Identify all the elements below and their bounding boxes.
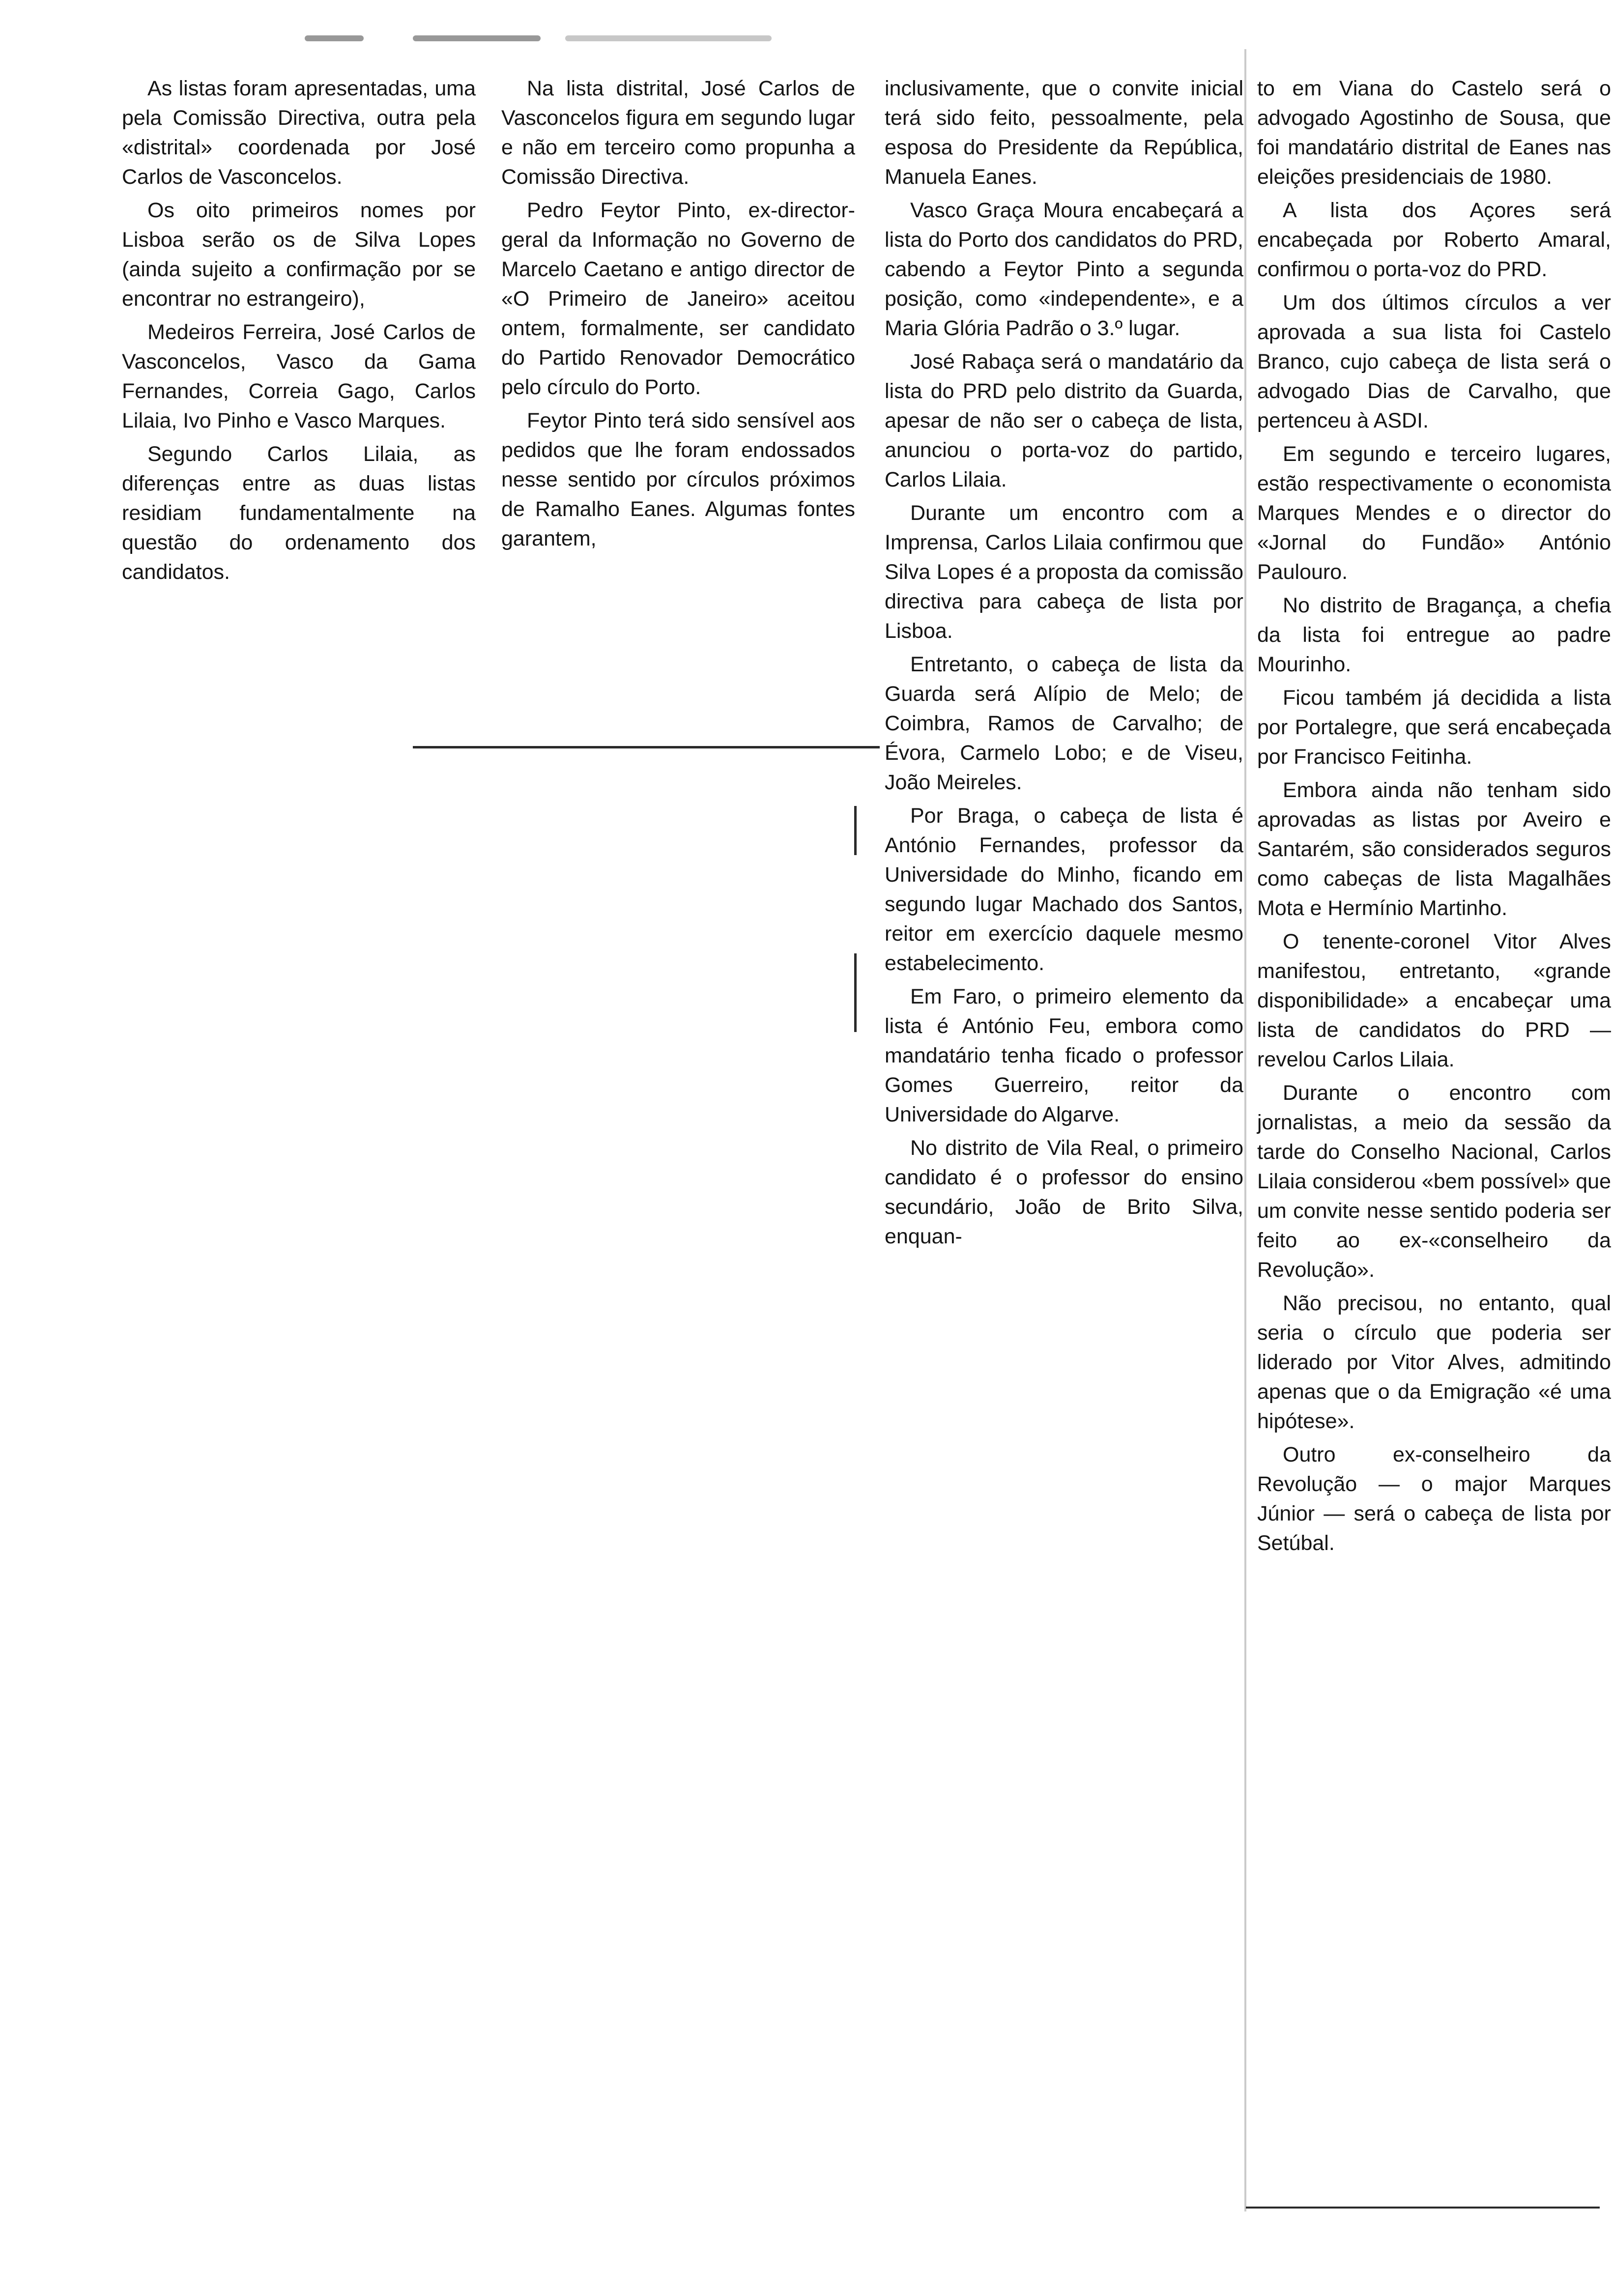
scan-artifact-top bbox=[565, 35, 772, 41]
article-column-4 bbox=[1257, 74, 1611, 1558]
article-column-3 bbox=[885, 74, 1243, 1251]
scan-artifact-top bbox=[413, 35, 541, 41]
paragraph: Um dos últimos círculos a ver aprovada a sua lista foi Castelo Branco, cujo cabeça de lista será o advogado Dias de Carvalho, que pertenceu à ASDI. bbox=[1257, 291, 1611, 432]
paragraph: Vasco Graça Moura encabeçará a lista do Porto dos candidatos do PRD, cabendo a Feytor Pinto a segunda posição, como «independente», e a Maria Glória Padrão o 3.º lugar. bbox=[885, 199, 1243, 340]
paragraph: Os oito primeiros nomes por Lisboa serão os de Silva Lopes (ainda sujeito a confirmação por se encontrar no estrangeiro), bbox=[122, 199, 476, 311]
paragraph: Por Braga, o cabeça de lista é António Fernandes, professor da Universidade do Minho, ficando em segundo lugar Machado dos Santos, reitor em exercício daquele mesmo estabelecimento. bbox=[885, 804, 1243, 975]
paragraph: Embora ainda não tenham sido aprovadas as listas por Aveiro e Santarém, são considerados seguros como cabeças de lista Magalhães Mota e Hermínio Martinho. bbox=[1257, 778, 1611, 920]
article-column-1 bbox=[122, 74, 476, 587]
paragraph: Entretanto, o cabeça de lista da Guarda será Alípio de Melo; de Coimbra, Ramos de Carvalho; de Évora, Carmelo Lobo; e de Viseu, João Meireles. bbox=[885, 653, 1243, 794]
article-column-2 bbox=[501, 74, 855, 553]
paragraph: Em segundo e terceiro lugares, estão respectivamente o economista Marques Mendes e o director do «Jornal do Fundão» António Paulouro. bbox=[1257, 442, 1611, 584]
paragraph: Durante um encontro com a Imprensa, Carlos Lilaia confirmou que Silva Lopes é a proposta da comissão directiva para cabeça de lista por Lisboa. bbox=[885, 501, 1243, 643]
paragraph: Feytor Pinto terá sido sensível aos pedidos que lhe foram endossados nesse sentido por círculos próximos de Ramalho Eanes. Algumas fontes garantem, bbox=[501, 409, 855, 550]
paragraph: As listas foram apresentadas, uma pela Comissão Directiva, outra pela «distrital» coordenada por José Carlos de Vasconcelos. bbox=[122, 77, 476, 189]
paragraph: Durante o encontro com jornalistas, a meio da sessão da tarde do Conselho Nacional, Carlos Lilaia considerou «bem possível» que um convite nesse sentido poderia ser feito ao ex-«conselheiro da Revolução». bbox=[1257, 1081, 1611, 1282]
paragraph: A lista dos Açores será encabeçada por Roberto Amaral, confirmou o porta-voz do PRD. bbox=[1257, 199, 1611, 281]
column-divider-vertical bbox=[854, 953, 857, 1032]
paragraph: to em Viana do Castelo será o advogado Agostinho de Sousa, que foi mandatário distrital de Eanes nas eleições presidenciais de 1980. bbox=[1257, 77, 1611, 189]
column-divider-rule bbox=[1246, 2207, 1600, 2209]
paragraph: Pedro Feytor Pinto, ex-director-geral da Informação no Governo de Marcelo Caetano e antigo director de «O Primeiro de Janeiro» aceitou ontem, formalmente, ser candidato do Partido Renovador Democrático pelo círculo do Porto. bbox=[501, 199, 855, 399]
paragraph: Medeiros Ferreira, José Carlos de Vasconcelos, Vasco da Gama Fernandes, Correia Gago, Carlos Lilaia, Ivo Pinho e Vasco Marques. bbox=[122, 320, 476, 432]
column-divider-vertical bbox=[1244, 49, 1246, 2211]
paragraph: Outro ex-conselheiro da Revolução — o major Marques Júnior — será o cabeça de lista por Setúbal. bbox=[1257, 1443, 1611, 1555]
scan-artifact-top bbox=[305, 35, 364, 41]
paragraph: Na lista distrital, José Carlos de Vasconcelos figura em segundo lugar e não em terceiro como propunha a Comissão Directiva. bbox=[501, 77, 855, 189]
paragraph: Ficou também já decidida a lista por Portalegre, que será encabeçada por Francisco Feitinha. bbox=[1257, 686, 1611, 769]
paragraph: José Rabaça será o mandatário da lista do PRD pelo distrito da Guarda, apesar de não ser o cabeça de lista, anunciou o porta-voz do partido, Carlos Lilaia. bbox=[885, 350, 1243, 491]
column-divider-rule bbox=[413, 746, 880, 748]
paragraph: Em Faro, o primeiro elemento da lista é António Feu, embora como mandatário tenha ficado o professor Gomes Guerreiro, reitor da Universidade do Algarve. bbox=[885, 985, 1243, 1126]
paragraph: No distrito de Bragança, a chefia da lista foi entregue ao padre Mourinho. bbox=[1257, 594, 1611, 676]
paragraph: Segundo Carlos Lilaia, as diferenças entre as duas listas residiam fundamentalmente na questão do ordenamento dos candidatos. bbox=[122, 442, 476, 584]
paragraph: No distrito de Vila Real, o primeiro candidato é o professor do ensino secundário, João de Brito Silva, enquan- bbox=[885, 1136, 1243, 1248]
column-divider-vertical bbox=[854, 806, 857, 855]
paragraph: inclusivamente, que o convite inicial terá sido feito, pessoalmente, pela esposa do Presidente da República, Manuela Eanes. bbox=[885, 77, 1243, 189]
paragraph: O tenente-coronel Vitor Alves manifestou, entretanto, «grande disponibilidade» a encabeçar uma lista de candidatos do PRD — revelou Carlos Lilaia. bbox=[1257, 930, 1611, 1071]
paragraph: Não precisou, no entanto, qual seria o círculo que poderia ser liderado por Vitor Alves, admitindo apenas que o da Emigração «é uma hipótese». bbox=[1257, 1292, 1611, 1433]
